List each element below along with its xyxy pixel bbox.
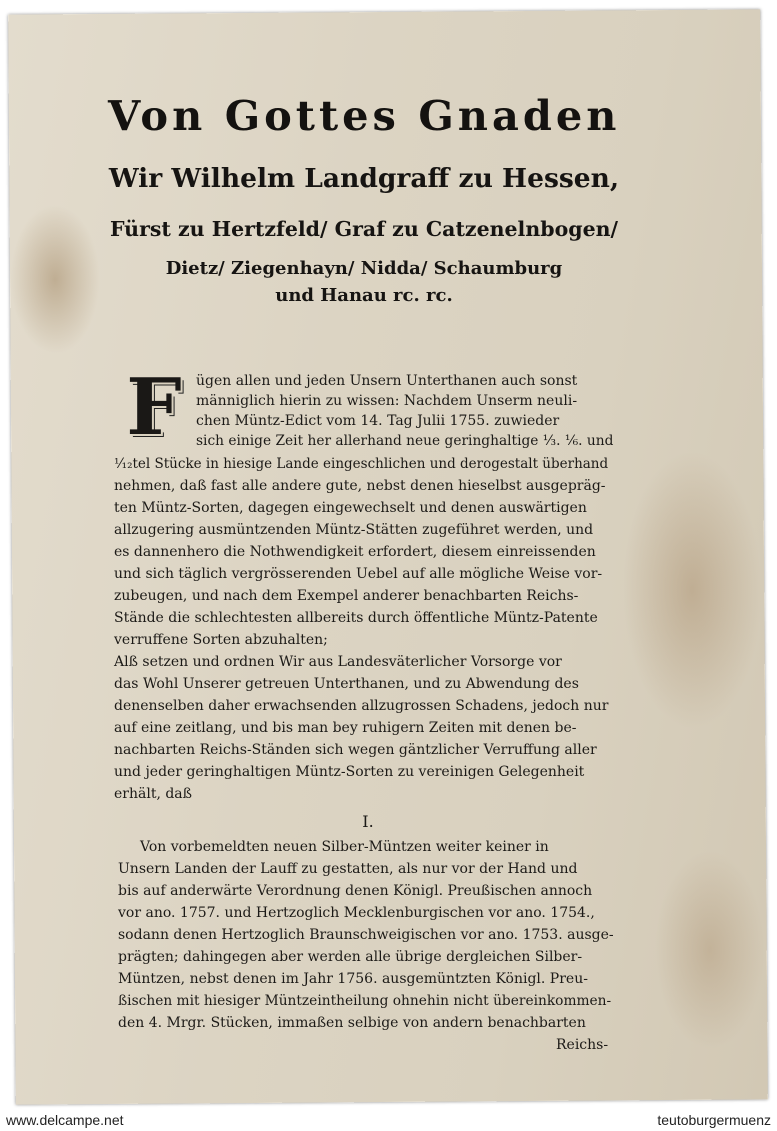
body-line: männiglich hierin zu wissen: Nachdem Unserm neuli- (196, 393, 578, 409)
body-line: ügen allen und jeden Unsern Unterthanen auch sonst (196, 373, 578, 389)
body-line: sich einige Zeit her allerhand neue geringhaltige ⅓. ⅙. und (196, 433, 614, 449)
section-line: Müntzen, nebst denen im Jahr 1756. ausgemüntzten Königl. Preu- (118, 971, 588, 987)
body-line: es dannenhero die Nothwendigkeit erfordert, diesem einreissenden (114, 544, 596, 560)
body-line: nehmen, daß fast alle andere gute, nebst denen hieselbst ausgepräg- (114, 478, 606, 494)
body-line: ten Müntz-Sorten, dagegen eingewechselt und denen auswärtigen (114, 500, 587, 516)
section-line: vor ano. 1757. und Hertzoglich Mecklenburgischen vor ano. 1754., (118, 905, 595, 921)
body-line: nachbarten Reichs-Ständen sich wegen gäntzlicher Verruffung aller (114, 742, 597, 758)
section-line: Von vorbemeldten neuen Silber-Müntzen weiter keiner in (140, 839, 549, 855)
body-line: ¹⁄₁₂tel Stücke in hiesige Lande eingeschlichen und derogestalt überhand (114, 456, 609, 472)
body-line: Stände die schlechtesten allbereits durch öffentliche Müntz-Patente (114, 610, 598, 626)
section-line: bis auf anderwärte Verordnung denen Königl. Preußischen annoch (118, 883, 593, 899)
section-line: den 4. Mrgr. Stücken, immaßen selbige von andern benachbarten (118, 1015, 586, 1031)
body-line: und sich täglich vergrösserenden Uebel auf alle mögliche Weise vor- (114, 566, 603, 582)
heading-line-5: und Hanau rc. rc. (275, 285, 453, 306)
section-line: Unsern Landen der Lauff zu gestatten, als nur vor der Hand und (118, 861, 578, 877)
body-line: das Wohl Unserer getreuen Unterthanen, und zu Abwendung des (114, 676, 579, 692)
section-line: ßischen mit hiesiger Müntzeintheilung ohnehin nicht übereinkommen- (118, 993, 612, 1009)
body-line: erhält, daß (114, 786, 193, 802)
heading-line-1: Von Gottes Gnaden (108, 91, 621, 140)
heading-line-4: Dietz/ Ziegenhayn/ Nidda/ Schaumburg (165, 258, 563, 279)
water-stain (654, 849, 765, 1050)
body-line: Alß setzen und ordnen Wir aus Landesväterlicher Vorsorge vor (114, 654, 562, 670)
heading-line-3: Fürst zu Hertzfeld/ Graf zu Catzenelnbogen/ (109, 217, 619, 241)
section-line: Reichs- (556, 1037, 609, 1053)
section-line: sodann denen Hertzoglich Braunschweigischen vor ano. 1753. ausge- (118, 927, 614, 943)
footer-right-watermark: teutoburgermuenz (657, 1112, 771, 1128)
body-line: allzugering ausmüntzenden Müntz-Stätten zugeführet werden, und (114, 522, 594, 538)
heading-line-2: Wir Wilhelm Landgraff zu Hessen, (108, 163, 620, 194)
body-line: chen Müntz-Edict vom 14. Tag Julii 1755. zuwieder (196, 413, 560, 429)
water-stain (621, 449, 763, 730)
section-line: prägten; dahingegen aber werden alle übrige dergleichen Silber- (118, 949, 583, 965)
body-line: verruffene Sorten abzuhalten; (114, 632, 328, 648)
body-line: und jeder geringhaltigen Müntz-Sorten zu vereinigen Gelegenheit (114, 764, 585, 780)
water-stain (10, 204, 101, 355)
footer-left-watermark: www.delcampe.net (6, 1112, 124, 1128)
body-line: auf eine zeitlang, und bis man bey ruhigern Zeiten mit denen be- (114, 720, 577, 736)
body-line: denenselben daher erwachsenden allzugrossen Schadens, jedoch nur (114, 698, 609, 714)
body-line: zubeugen, und nach dem Exempel anderer benachbarten Reichs- (114, 588, 579, 604)
section-number: I. (362, 812, 374, 831)
decorated-initial: F (126, 362, 182, 453)
